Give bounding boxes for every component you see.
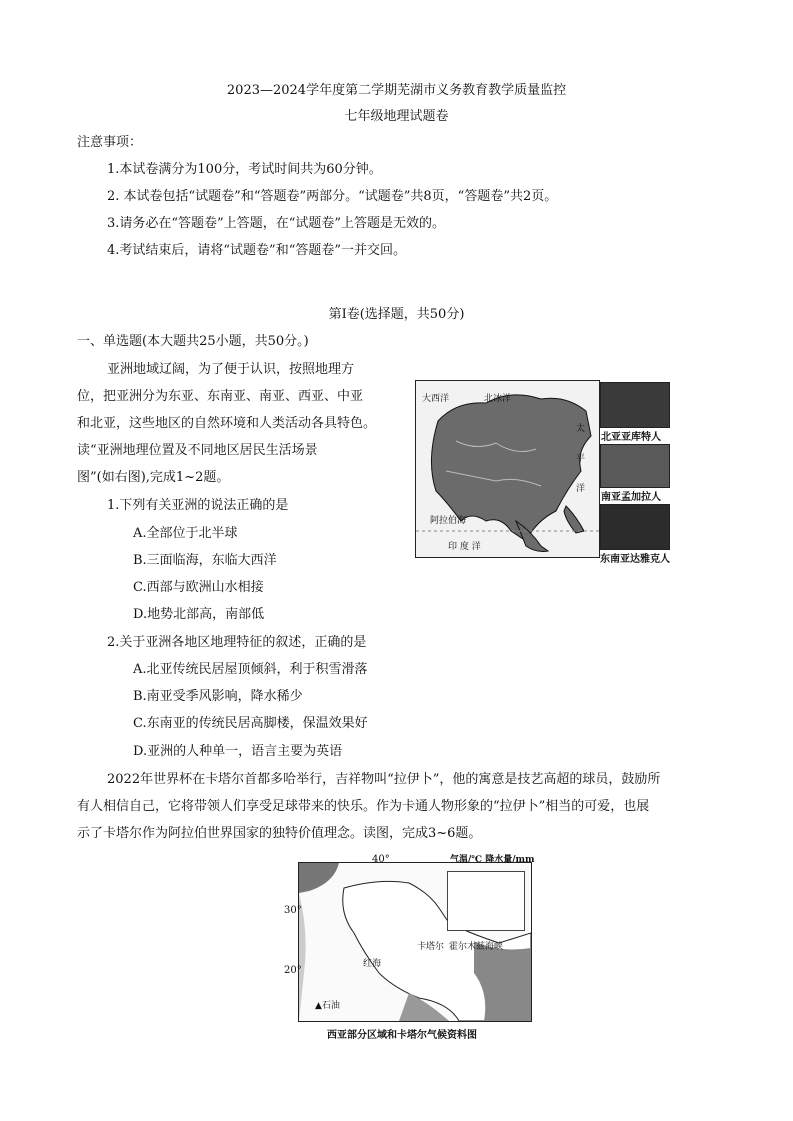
photo-north-asia <box>600 382 670 428</box>
lat-30: 30° <box>284 905 302 916</box>
passage-line: 读“亚洲地理位置及不同地区居民生活场景 <box>77 443 318 458</box>
asia-map <box>415 380 600 558</box>
exam-subtitle: 七年级地理试题卷 <box>344 109 449 124</box>
label-pacific-1: 太 <box>576 424 586 434</box>
question-stem: 1.下列有关亚洲的说法正确的是 <box>107 498 289 513</box>
question-option: D.亚洲的人种单一，语言主要为英语 <box>133 744 343 759</box>
notice-item: 2. 本试卷包括“试题卷”和“答题卷”两部分。“试题卷”共8页，“答题卷”共2页。 <box>107 189 558 204</box>
photo-southeast-asia <box>600 504 670 550</box>
question-option: B.三面临海，东临大西洋 <box>133 553 277 568</box>
part-title: 一、单选题(本大题共25小题，共50分。) <box>77 334 309 349</box>
question-option: C.东南亚的传统民居高脚楼，保温效果好 <box>133 716 368 731</box>
label-arabian-sea: 阿拉伯海 <box>430 516 467 526</box>
passage-line: 示了卡塔尔作为阿拉伯世界国家的独特价值理念。读图，完成3~6题。 <box>77 826 482 841</box>
question-option: C.西部与欧洲山水相接 <box>133 580 264 595</box>
climate-chart-title: 气温/℃ 降水量/mm <box>450 855 535 865</box>
label-pacific-2: 平 <box>576 454 586 464</box>
passage-line: 亚洲地域辽阔，为了便于认识，按照地理方 <box>107 362 355 377</box>
caption-south-asia: 南亚孟加拉人 <box>601 492 661 503</box>
caption-southeast-asia: 东南亚达雅克人 <box>600 554 670 565</box>
passage-line: 和北亚，这些地区的自然环境和人类活动各具特色。 <box>77 416 377 431</box>
legend-oil-label: 石油 <box>321 1001 340 1011</box>
section-title: 第Ⅰ卷(选择题，共50分) <box>328 307 465 322</box>
label-qatar: 卡塔尔 <box>417 942 445 952</box>
exam-title: 2023—2024学年度第二学期芜湖市义务教育教学质量监控 <box>226 83 567 98</box>
notice-item: 4.考试结束后，请将“试题卷”和“答题卷”一并交回。 <box>107 243 406 258</box>
photo-south-asia <box>600 444 670 488</box>
figure-caption: 西亚部分区域和卡塔尔气候资料图 <box>327 1030 477 1041</box>
question-option: D.地势北部高，南部低 <box>133 607 265 622</box>
lat-20: 20° <box>284 965 302 976</box>
passage-line: 有人相信自己，它将带领人们享受足球带来的快乐。作为卡通人物形象的“拉伊卜”相当的可爱，也展 <box>77 799 650 814</box>
asia-map-graphic <box>416 381 599 557</box>
west-asia-map <box>298 862 532 1022</box>
legend-oil: ▲石油 <box>315 1001 340 1011</box>
passage-line: 2022年世界杯在卡塔尔首都多哈举行，吉祥物叫“拉伊卜”，他的寓意是技艺高超的球员，鼓励所 <box>107 772 661 787</box>
question-option: A.北亚传统民居屋顶倾斜，利于积雪滑落 <box>133 662 368 677</box>
label-pacific-3: 洋 <box>576 484 586 494</box>
climate-chart <box>447 871 525 931</box>
label-indian-ocean: 印 度 洋 <box>448 542 481 552</box>
label-red-sea: 红海 <box>363 959 382 969</box>
notice-item: 1.本试卷满分为100分，考试时间共为60分钟。 <box>107 162 382 177</box>
lat-40: 40° <box>372 854 390 865</box>
passage-line: 图”(如右图),完成1~2题。 <box>77 470 230 485</box>
notice-item: 3.请务必在“答题卷”上答题，在“试题卷”上答题是无效的。 <box>107 216 445 231</box>
question-stem: 2.关于亚洲各地区地理特征的叙述，正确的是 <box>107 635 367 650</box>
question-option: B.南亚受季风影响，降水稀少 <box>133 689 303 704</box>
label-arctic: 北冰洋 <box>484 394 512 404</box>
caption-north-asia: 北亚亚库特人 <box>601 432 661 443</box>
label-atlantic: 大西洋 <box>422 394 450 404</box>
label-hormuz: 霍尔木兹海峡 <box>449 942 504 952</box>
question-option: A.全部位于北半球 <box>133 526 238 541</box>
notice-heading: 注意事项： <box>77 135 143 150</box>
passage-line: 位，把亚洲分为东亚、东南亚、南亚、西亚、中亚 <box>77 389 364 404</box>
